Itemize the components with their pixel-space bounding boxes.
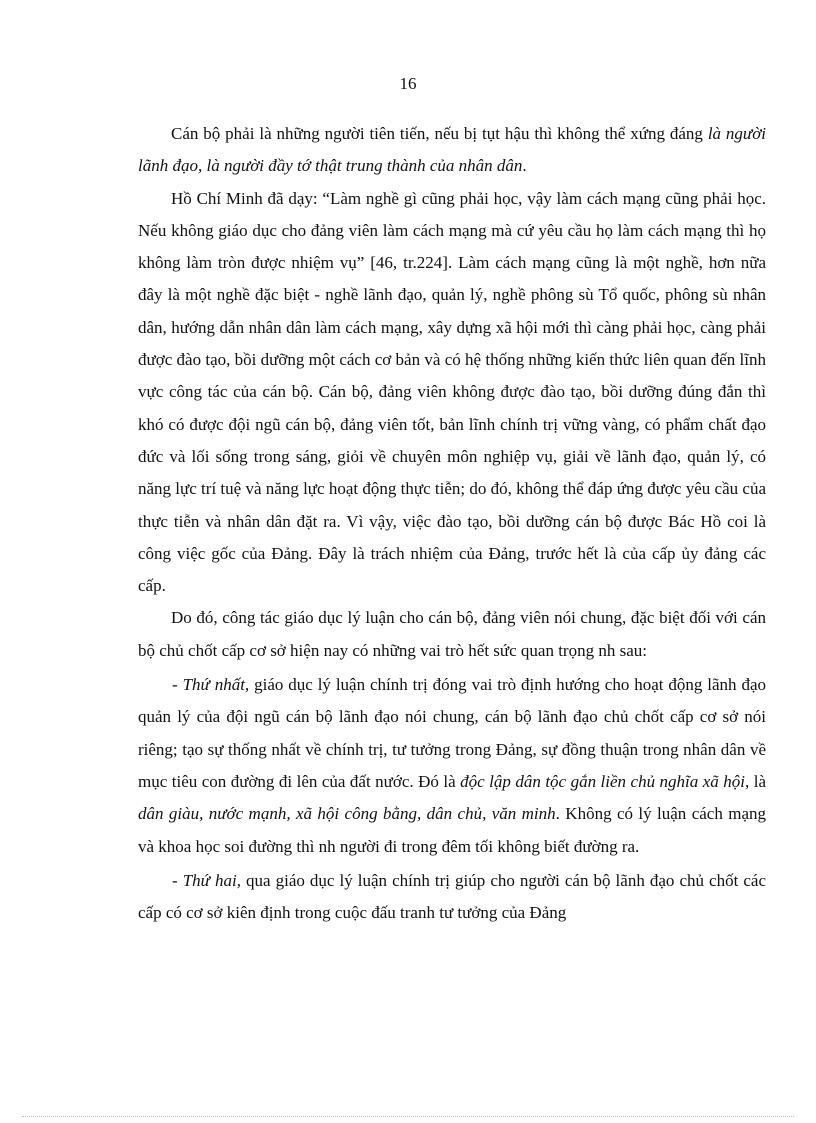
text-run: . bbox=[522, 156, 527, 176]
bullet-dash: - bbox=[172, 675, 183, 695]
page-number: 16 bbox=[399, 74, 417, 93]
text-run: Hồ Chí Minh đã dạy: “Làm nghề gì cũng phải học, vậy làm cách mạng cũng phải học. Nếu không giáo dục cho đảng viên làm cách mạng mà cứ yêu cầu họ làm cách mạng thì họ không làm tròn được nhiệm vụ” [46, tr.224]. Làm cách mạng cũng là một nghề, hơn nữa đây là một nghề đặc biệt - nghề lãnh đạo, quản lý, nghề phông sù Tổ quốc, phông sù nhân dân, hướng dẫn nhân dân làm cách mạng, xây dựng xã hội mới thì càng phải học, càng phải được đào tạo, bồi dưỡng một cách cơ bản và có hệ thống những kiến thức liên quan đến lĩnh vực công tác của cán bộ. Cán bộ, đảng viên không được đào tạo, bồi dưỡng đúng đắn thì khó có được đội ngũ cán bộ, đảng viên tốt, bản lĩnh chính trị vững vàng, có phẩm chất đạo đức và lối sống trong sáng, giỏi về chuyên môn nghiệp vụ, giải về lãnh đạo, quản lý, có năng lực trí tuệ và năng lực hoạt động thực tiễn; do đó, không thể đáp ứng được yêu cầu của thực tiễn và nhân dân đặt ra. Vì vậy, việc đào tạo, bồi dưỡng cán bộ được Bác Hồ coi là công việc gốc của Đảng. Đây là trách nhiệm của Đảng, trước hết là của cấp ủy đảng các cấp. bbox=[138, 188, 766, 596]
italic-text-run: độc lập dân tộc gắn liền chủ nghĩa xã hội bbox=[460, 771, 745, 791]
italic-text-run: Thứ nhất, bbox=[182, 675, 250, 695]
paragraph-1 bbox=[138, 118, 766, 183]
paragraph-3 bbox=[138, 602, 766, 667]
bullet-dash: - bbox=[172, 870, 183, 890]
paragraph-4 bbox=[138, 669, 766, 863]
body-text bbox=[138, 118, 766, 929]
text-run: Cán bộ phải là những người tiên tiến, nếu bị tụt hậu thì không thể xứng đáng bbox=[171, 124, 708, 143]
text-run: , là bbox=[745, 771, 766, 791]
text-run: . Không có lý luận cách mạng và khoa học soi đường thì nh người đi trong đêm tối không biết đường ra. bbox=[138, 804, 767, 856]
italic-text-run: là người lãnh đạo, là người đầy tớ thật trung thành của nhân dân bbox=[138, 124, 767, 176]
italic-text-run: Thứ hai, bbox=[182, 870, 241, 890]
text-run: qua giáo dục lý luận chính trị giúp cho người cán bộ lãnh đạo chủ chốt các cấp có cơ sở kiên định trong cuộc đấu tranh tư tưởng của Đảng bbox=[138, 870, 767, 923]
paragraph-5 bbox=[138, 865, 766, 930]
text-run: Do đó, công tác giáo dục lý luận cho cán bộ, đảng viên nói chung, đặc biệt đối với cán bộ chủ chốt cấp cơ sở hiện nay có những vai trò hết sức quan trọng nh sau: bbox=[138, 608, 766, 660]
page-bottom-divider bbox=[22, 1116, 794, 1117]
text-run: giáo dục lý luận chính trị đóng vai trò định hướng cho hoạt động lãnh đạo quản lý của đội ngũ cán bộ lãnh đạo nói chung, cán bộ lãnh đạo chủ chốt cấp cơ sở nói riêng; tạo sự thống nhất về chính trị, tư tưởng trong Đảng, sự đồng thuận trong nhân dân về mục tiêu con đường đi lên của đất nước. Đó là bbox=[138, 675, 767, 791]
paragraph-2 bbox=[138, 183, 766, 603]
italic-text-run: dân giàu, nước mạnh, xã hội công bằng, dân chủ, văn minh bbox=[138, 804, 556, 824]
